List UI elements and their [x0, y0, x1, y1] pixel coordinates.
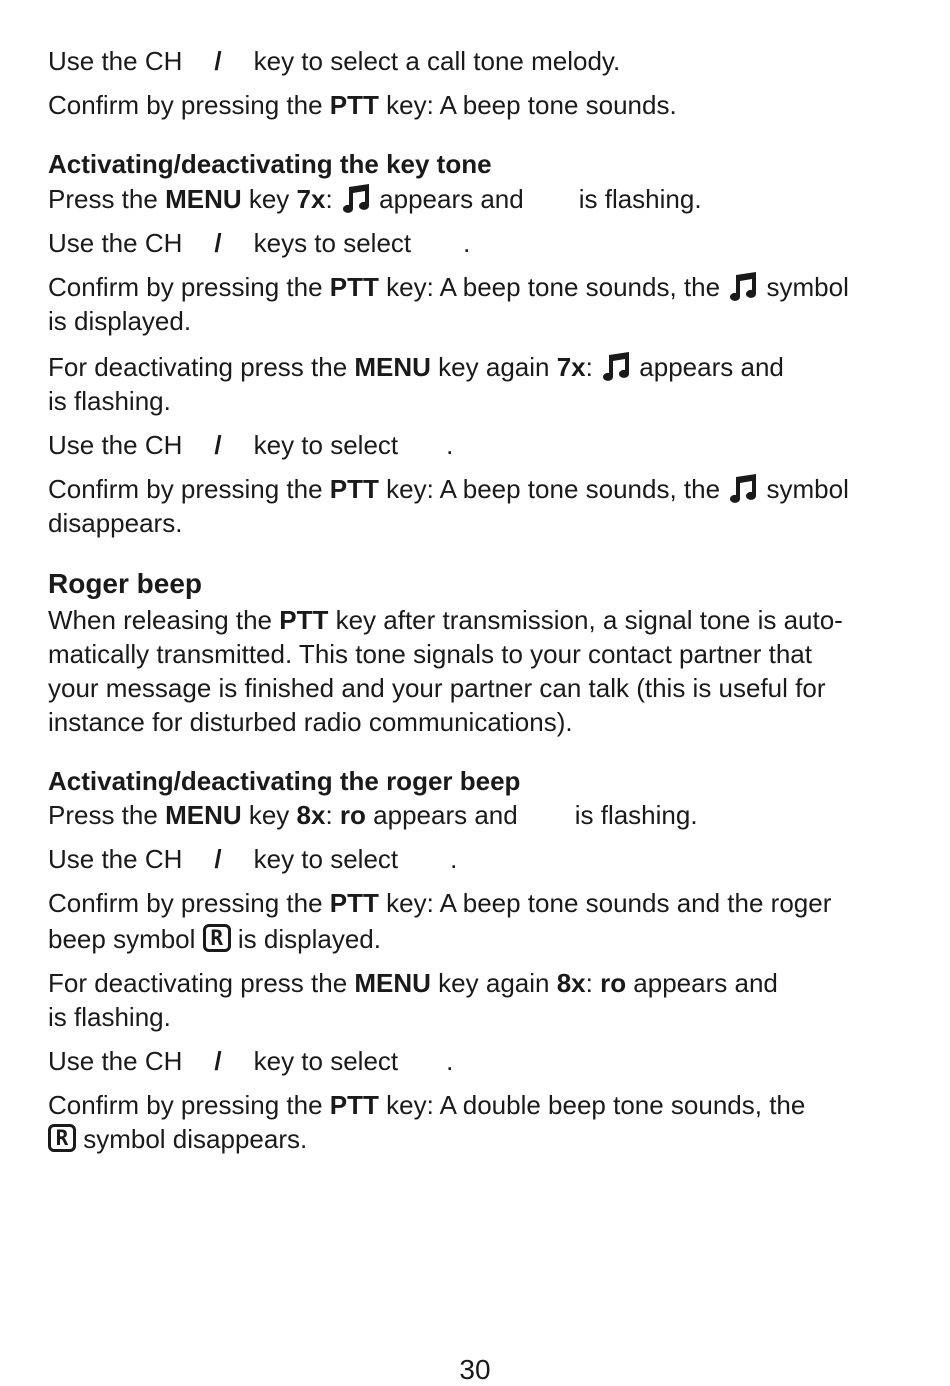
text: beep symbol	[48, 924, 203, 954]
text: Press the	[48, 800, 166, 830]
ro-display-text: ro	[339, 800, 366, 830]
text: Confirm by pressing the	[48, 272, 330, 302]
roger-step-4-cont: is flashing.	[48, 1002, 171, 1032]
text: Press the	[48, 184, 166, 214]
key-tone-step-5	[48, 428, 453, 462]
text: Confirm by pressing the	[48, 888, 330, 918]
ptt-key-label: PTT	[329, 474, 379, 504]
press-count: 8x	[296, 800, 326, 830]
text: symbol	[759, 474, 849, 504]
key-tone-step-6-cont: disappears.	[48, 508, 183, 538]
key-tone-step-3	[48, 270, 849, 304]
slash: /	[214, 430, 222, 460]
slash: /	[214, 228, 222, 258]
ro-display-text: ro	[600, 968, 627, 998]
text: is displayed.	[230, 924, 381, 954]
text: is flashing.	[574, 800, 698, 830]
roger-step-3	[48, 886, 831, 920]
text: .	[463, 228, 471, 258]
menu-key-label: MENU	[354, 352, 431, 382]
text: .	[446, 430, 454, 460]
text: :	[585, 968, 601, 998]
roger-beep-r-icon	[48, 1124, 76, 1152]
key-tone-step-6	[48, 472, 849, 506]
key-tone-step-1	[48, 182, 702, 216]
text: Use the CH	[48, 1046, 183, 1076]
press-count: 8x	[556, 968, 586, 998]
text: symbol	[759, 272, 849, 302]
key-tone-heading: Activating/deactivating the key tone	[48, 149, 492, 179]
roger-step-5	[48, 1044, 453, 1078]
text: Use the CH	[48, 46, 183, 76]
ptt-key-label: PTT	[279, 605, 329, 635]
text: key: A beep tone sounds and the roger	[378, 888, 832, 918]
text: appears and	[632, 352, 784, 382]
music-note-icon	[340, 183, 372, 213]
text: For deactivating press the	[48, 968, 355, 998]
instruction-confirm-melody	[48, 88, 677, 122]
text: .	[446, 1046, 454, 1076]
text: Use the CH	[48, 844, 183, 874]
text: appears and	[626, 968, 778, 998]
text: keys to select	[253, 228, 412, 258]
text: key to select	[253, 1046, 399, 1076]
text: key after transmission, a signal tone is auto-	[328, 605, 843, 635]
slash: /	[214, 844, 222, 874]
menu-key-label: MENU	[165, 800, 242, 830]
text: Use the CH	[48, 430, 183, 460]
text: For deactivating press the	[48, 352, 355, 382]
text: Confirm by pressing the	[48, 90, 330, 120]
roger-beep-heading: Activating/deactivating the roger beep	[48, 766, 521, 796]
key-tone-step-2	[48, 226, 470, 260]
roger-beep-desc-1	[48, 603, 843, 637]
text: :	[585, 352, 601, 382]
music-note-icon	[727, 473, 759, 503]
text: .	[450, 844, 458, 874]
roger-beep-title: Roger beep	[48, 568, 203, 599]
roger-step-6	[48, 1088, 805, 1122]
text: Confirm by pressing the	[48, 1090, 330, 1120]
roger-step-6-cont	[48, 1122, 307, 1156]
slash: /	[214, 1046, 222, 1076]
roger-beep-desc-2: matically transmitted. This tone signals to your contact partner that	[48, 639, 812, 669]
menu-key-label: MENU	[165, 184, 242, 214]
text: is flashing.	[578, 184, 702, 214]
text: key	[241, 184, 297, 214]
text: key again	[430, 352, 557, 382]
text: symbol disappears.	[76, 1124, 308, 1154]
ptt-key-label: PTT	[329, 90, 379, 120]
menu-key-label: MENU	[354, 968, 431, 998]
text: When releasing the	[48, 605, 280, 635]
text: key	[241, 800, 297, 830]
roger-beep-r-icon	[203, 924, 231, 952]
text: appears and	[365, 800, 518, 830]
roger-step-1	[48, 798, 698, 832]
text: key: A double beep tone sounds, the	[378, 1090, 806, 1120]
text: appears and	[371, 184, 524, 214]
music-note-icon	[727, 271, 759, 301]
text: Use the CH	[48, 228, 183, 258]
roger-step-4	[48, 966, 778, 1000]
text: Confirm by pressing the	[48, 474, 330, 504]
text: key to select	[253, 430, 399, 460]
text: :	[325, 800, 340, 830]
roger-step-2	[48, 842, 457, 876]
text: key: A beep tone sounds, the	[378, 272, 728, 302]
text: key again	[430, 968, 557, 998]
page-number: 30	[459, 1354, 491, 1385]
music-note-icon	[600, 351, 632, 381]
text: key to select	[253, 844, 399, 874]
slash: /	[214, 46, 222, 76]
press-count: 7x	[556, 352, 586, 382]
roger-step-3-cont	[48, 922, 381, 956]
text: key to select a call tone melody.	[253, 46, 621, 76]
instruction-select-melody	[48, 44, 620, 78]
ptt-key-label: PTT	[329, 272, 379, 302]
key-tone-step-3-cont: is displayed.	[48, 306, 192, 336]
key-tone-step-4-cont: is flashing.	[48, 386, 171, 416]
press-count: 7x	[296, 184, 326, 214]
text: :	[325, 184, 340, 214]
roger-beep-desc-3: your message is finished and your partner can talk (this is useful for	[48, 673, 826, 703]
roger-beep-desc-4: instance for disturbed radio communications).	[48, 707, 573, 737]
key-tone-step-4	[48, 350, 784, 384]
ptt-key-label: PTT	[329, 1090, 379, 1120]
text: key: A beep tone sounds.	[378, 90, 677, 120]
text: key: A beep tone sounds, the	[378, 474, 728, 504]
ptt-key-label: PTT	[329, 888, 379, 918]
